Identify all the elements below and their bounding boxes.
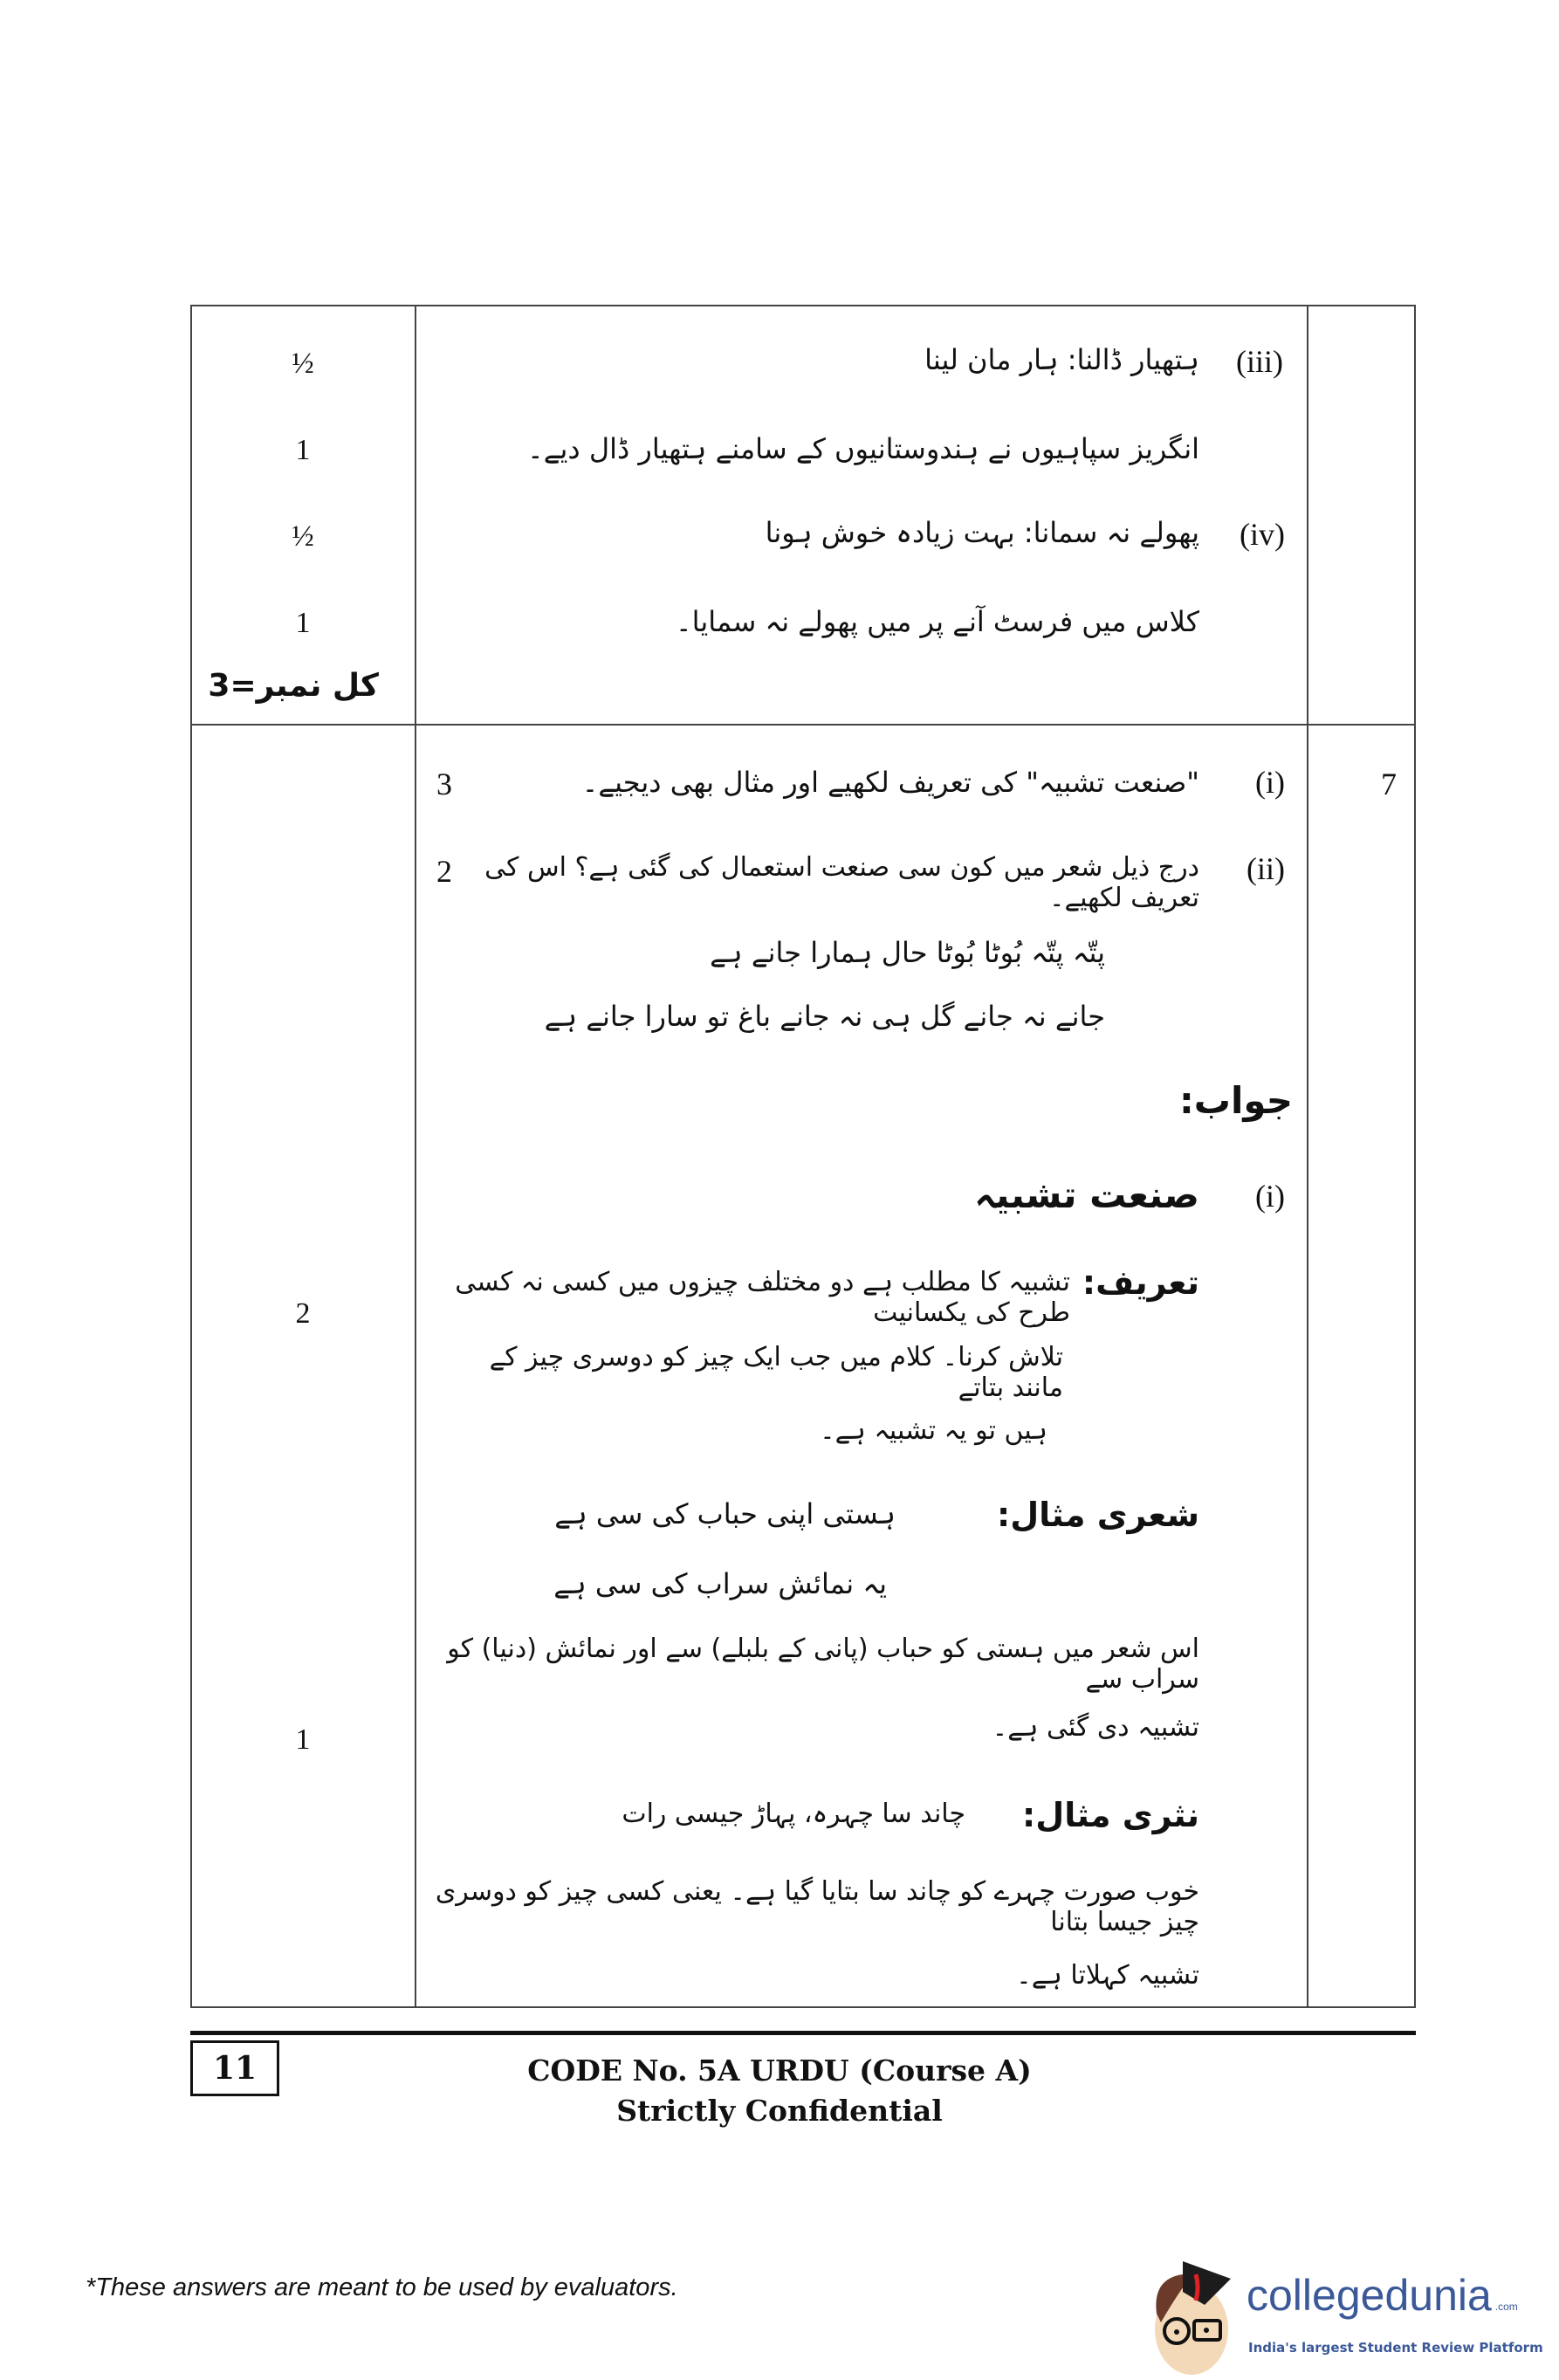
marks: 2 xyxy=(295,1297,311,1330)
idiom-sentence: انگریز سپاہیوں نے ہندوستانیوں کے سامنے ہتھیار ڈال دیے۔ xyxy=(527,432,1199,465)
footer-rule xyxy=(190,2031,1416,2035)
logo-wordmark: collegedunia xyxy=(1247,2271,1492,2320)
definition-text: تلاش کرنا۔ کلام میں جب ایک چیز کو دوسری چیز کے مانند بتاتے xyxy=(489,1342,1063,1403)
idiom-meaning: ہتھیار ڈالنا: ہار مان لینا xyxy=(924,343,1199,376)
col-border xyxy=(415,305,416,2008)
question-marks: 3 xyxy=(436,767,452,801)
prose-explanation: تشبیہ کہلاتا ہے۔ xyxy=(1016,1960,1199,1991)
couplet-line: جانے نہ جانے گل ہی نہ جانے باغ تو سارا جانے ہے xyxy=(544,1000,1105,1033)
marks: 1 xyxy=(295,607,311,639)
definition-label: تعریف: xyxy=(1082,1263,1199,1302)
mascot-icon xyxy=(1143,2253,1244,2380)
answer-label: جواب: xyxy=(1179,1079,1293,1122)
poetic-example-line: یہ نمائش سراب کی سی ہے xyxy=(553,1567,887,1600)
marks: 1 xyxy=(295,1723,311,1756)
code-line: CODE No. 5A URDU (Course A) xyxy=(527,2053,1032,2088)
definition-text: تشبیہ کا مطلب ہے دو مختلف چیزوں میں کسی نہ کسی طرح کی یکسانیت xyxy=(455,1267,1070,1328)
confidential-line: Strictly Confidential xyxy=(616,2094,943,2128)
total-marks: کل نمبر=3 xyxy=(208,668,379,704)
logo-tld: .com xyxy=(1494,2301,1518,2313)
item-number: (ii) xyxy=(1247,851,1285,886)
question-marks: 2 xyxy=(436,854,452,889)
question-number: 7 xyxy=(1381,767,1397,801)
poetic-example-line: ہستی اپنی حباب کی سی ہے xyxy=(554,1497,896,1530)
collegedunia-logo xyxy=(1143,2253,1559,2380)
answer-heading: صنعت تشبیہ xyxy=(974,1173,1199,1216)
logo-tagline: India's largest Student Review Platform xyxy=(1248,2340,1543,2356)
page-number: 11 xyxy=(190,2040,279,2096)
poetic-explanation: اس شعر میں ہستی کو حباب (پانی کے بلبلے) سے اور نمائش (دنیا) کو سراب سے xyxy=(447,1634,1199,1695)
item-number: (i) xyxy=(1255,1179,1285,1214)
table-border-bottom xyxy=(190,2006,1416,2008)
definition-text: ہیں تو یہ تشبیہ ہے۔ xyxy=(820,1415,1047,1446)
item-number: (i) xyxy=(1255,765,1285,800)
poetic-example-label: شعری مثال: xyxy=(997,1496,1199,1534)
logo-wordmark-row xyxy=(1247,2271,1518,2320)
item-number: (iv) xyxy=(1240,517,1285,552)
marks: ½ xyxy=(292,347,314,380)
poetic-explanation: تشبیہ دی گئی ہے۔ xyxy=(992,1712,1199,1743)
marks: 1 xyxy=(295,434,311,466)
disclaimer: *These answers are meant to be used by evaluators. xyxy=(86,2273,678,2301)
row-divider xyxy=(190,724,1416,726)
prose-example-label: نثری مثال: xyxy=(1022,1796,1199,1834)
col-border xyxy=(1307,305,1308,2008)
marks: ½ xyxy=(292,520,314,553)
question-text: درج ذیل شعر میں کون سی صنعت استعمال کی گئی ہے؟ اس کی تعریف لکھیے۔ xyxy=(484,852,1199,913)
question-text: "صنعت تشبیہ" کی تعریف لکھیے اور مثال بھی دیجیے۔ xyxy=(581,766,1199,799)
col-border xyxy=(190,305,192,2008)
couplet-line: پتّہ پتّہ بُوٹا بُوٹا حال ہمارا جانے ہے xyxy=(710,936,1105,969)
prose-example: چاند سا چہرہ، پہاڑ جیسی رات xyxy=(622,1799,965,1829)
item-number: (iii) xyxy=(1236,344,1283,379)
prose-explanation: خوب صورت چہرے کو چاند سا بتایا گیا ہے۔ یعنی کسی چیز کو دوسری چیز جیسا بتانا xyxy=(435,1876,1199,1937)
col-border xyxy=(1414,305,1416,2008)
idiom-sentence: کلاس میں فرسٹ آنے پر میں پھولے نہ سمایا۔ xyxy=(675,605,1199,638)
idiom-meaning: پھولے نہ سمانا: بہت زیادہ خوش ہونا xyxy=(765,516,1199,549)
table-border-top xyxy=(190,305,1416,306)
